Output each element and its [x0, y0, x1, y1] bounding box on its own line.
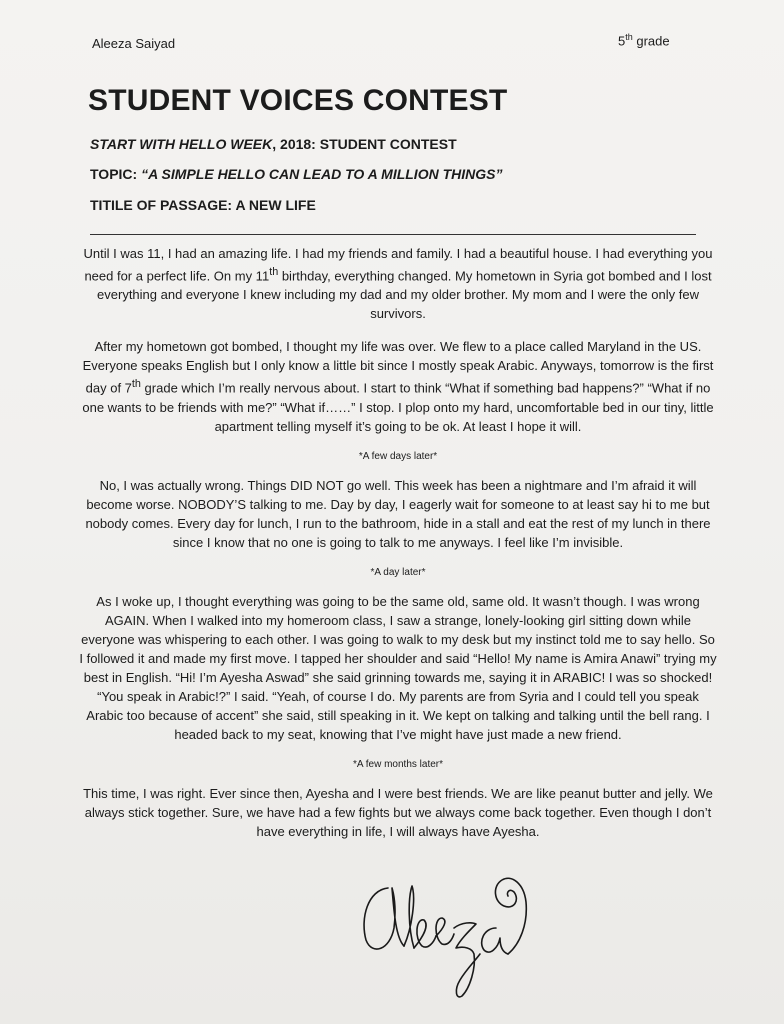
grade-suffix: th	[625, 32, 633, 42]
topic-text: “A SIMPLE HELLO CAN LEAD TO A MILLION THINGS”	[141, 166, 503, 182]
story-body	[78, 244, 718, 855]
handwritten-signature	[348, 858, 568, 1008]
story-text: Until I was 11, I had an amazing life. I had my friends and family. I had a beautiful house. I had everything you need for a perfect life. On my 11	[83, 246, 713, 284]
story-paragraph-5: This time, I was right. Ever since then, Ayesha and I were best friends. We are like peanut butter and jelly. We always stick together. Sure, we have had a few fights but we always come back together. Even though I don’t have everything in life, I will always have Ayesha.	[83, 785, 713, 839]
story-paragraph-1	[78, 244, 718, 323]
story-paragraph-4: As I woke up, I thought everything was going to be the same old, same old. It wasn’t though. I was wrong AGAIN. When I walked into my homeroom class, I saw a strange, lonely-looking girl sitting down while everyone was whispering to each other. I was going to walk to my desk but my instinct told me to say hello. So I followed it and made my first move. I tapped her shoulder and said “Hello! My name is Amira Anawi” trying my best in English. “Hi! I’m Ayesha Aswad” she said grinning towards me, saying it in ARABIC! I was so shocked! “You speak in Arabic!?” I said. “Yeah, of course I do. My parents are from Syria and I could tell you speak Arabic too because of accent” she said, still speaking in it. We kept on talking and talking until the bell rang. I headed back to my seat, knowing that I’ve might have just made a new friend.	[79, 593, 717, 742]
divider-line	[90, 234, 696, 235]
story-paragraph-3: No, I was actually wrong. Things DID NOT go well. This week has been a nightmare and I’m afraid it will become worse. NOBODY’S talking to me. Day by day, I eagerly wait for someone to at least say hi to me but nobody comes. Every day for lunch, I run to the bathroom, hide in a stall and eat the rest of my lunch in there since I know that no one is going to talk to me anyways. I feel like I’m invisible.	[85, 477, 711, 550]
story-paragraph-2	[78, 337, 718, 435]
grade-word: grade	[632, 33, 670, 49]
time-note-2: *A day later*	[370, 566, 426, 578]
contest-line	[90, 136, 457, 152]
story-text: grade which I’m really nervous about. I start to think “What if something bad happens?” “What if no one wants to be friends with me?” “What if……” I stop. I plop onto my hard, uncomfortable bed in our tiny, little apartment telling myself it’s going to be ok. At least I hope it will.	[82, 380, 714, 434]
time-note-3: *A few months later*	[352, 758, 444, 770]
grade-label	[618, 32, 670, 48]
story-text: birthday, everything changed. My hometown in Syria got bombed and I lost everything and everyone I knew including my dad and my older brother. My mom and I were the only few survivors.	[97, 268, 712, 322]
time-note-1: *A few days later*	[358, 450, 438, 462]
author-name: Aleeza Saiyad	[92, 36, 176, 51]
contest-year: , 2018: STUDENT CONTEST	[272, 136, 457, 152]
story-text: After my hometown got bombed, I thought my life was over. We flew to a place called Maryland in the US. Everyone speaks English but I only know a little bit since I mostly speak Arabic. Anyways, tomorrow is the first day of 7	[82, 339, 714, 396]
ordinal-suffix: th	[269, 266, 279, 278]
document-title: STUDENT VOICES CONTEST	[88, 84, 508, 117]
grade-number: 5	[618, 33, 626, 49]
topic-line	[90, 166, 502, 182]
topic-label: TOPIC:	[90, 166, 142, 182]
passage-title: TITILE OF PASSAGE: A NEW LIFE	[90, 197, 316, 213]
ordinal-suffix: th	[131, 378, 141, 391]
contest-week-name: START WITH HELLO WEEK	[90, 136, 273, 152]
